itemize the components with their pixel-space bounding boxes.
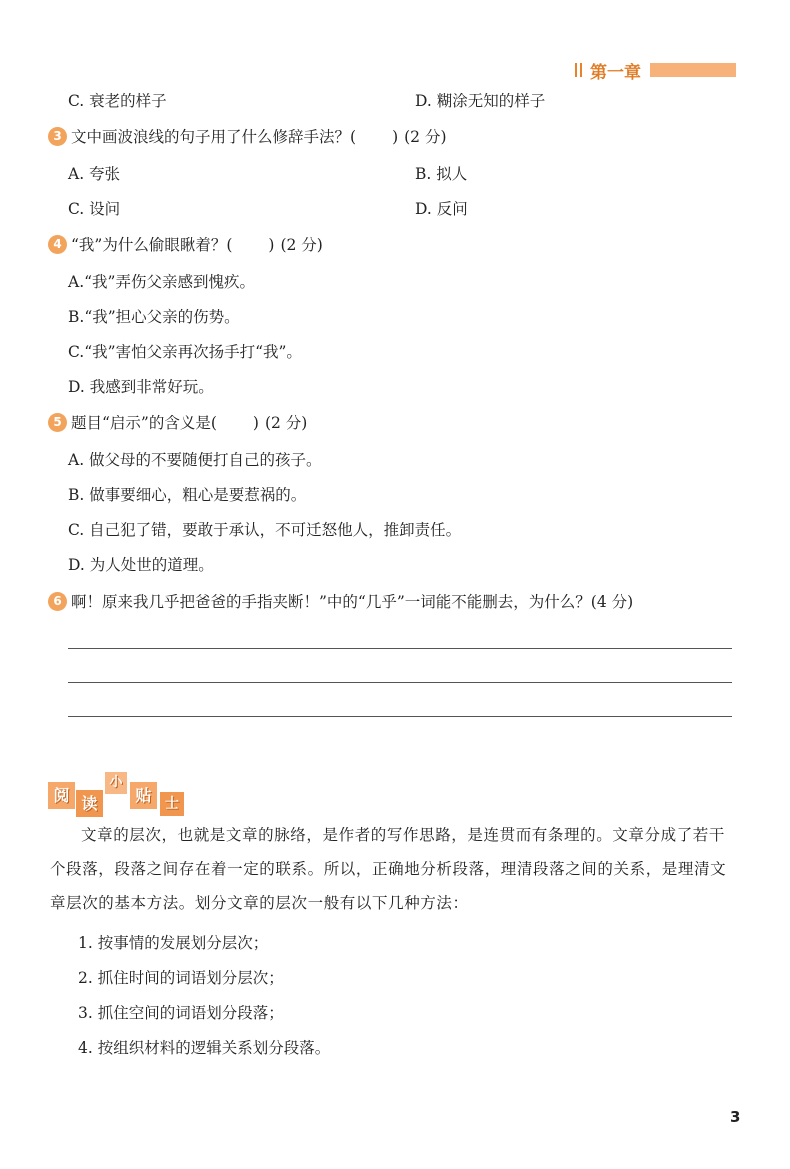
q5-option-d: D. 为人处世的道理。 <box>68 556 214 574</box>
q4-option-d: D. 我感到非常好玩。 <box>68 378 214 396</box>
tip-title-char: 读 <box>76 790 103 817</box>
q3-option-a: A. 夸张 <box>68 165 121 183</box>
reading-tip-title <box>48 772 198 822</box>
question-4-text: “我”为什么偷眼瞅着？( <box>71 236 233 254</box>
tip-title-char: 贴 <box>130 782 157 809</box>
reading-tip-paragraph: 文章的层次，也就是文章的脉络，是作者的写作思路，是连贯而有条理的。文章分成了若干个段落，段落之间存在着一定的联系。所以，正确地分析段落，理清段落之间的关系，是理清文章层次的基本方法。划分文章的层次一般有以下几种方法： <box>50 826 727 912</box>
question-5-score: (2 分) <box>264 414 308 432</box>
q2-option-d: D. 糊涂无知的样子 <box>415 92 546 110</box>
question-number-4: 4 <box>48 235 67 254</box>
chapter-title: 第一章 <box>590 63 641 83</box>
q5-option-c: C. 自己犯了错，要敢于承认，不可迁怒他人，推卸责任。 <box>68 521 462 539</box>
q3-option-d: D. 反问 <box>415 200 468 218</box>
chapter-marker-bars <box>575 63 585 81</box>
q4-option-b: B.“我”担心父亲的伤势。 <box>68 308 240 326</box>
question-3-stem: 文中画波浪线的句子用了什么修辞手法？( ) (2 分) <box>71 128 447 146</box>
page-number: 3 <box>730 1108 741 1126</box>
question-number-6: 6 <box>48 592 67 611</box>
q4-option-a: A.“我”弄伤父亲感到愧疚。 <box>68 273 255 291</box>
method-item: 3. 抓住空间的词语划分段落； <box>78 1004 284 1022</box>
question-3-text: 文中画波浪线的句子用了什么修辞手法？( <box>71 128 357 146</box>
answer-line-3[interactable] <box>68 716 732 717</box>
question-5-stem: 题目“启示”的含义是( ) (2 分) <box>71 414 308 432</box>
q4-option-c: C.“我”害怕父亲再次扬手打“我”。 <box>68 343 302 361</box>
question-5-text: 题目“启示”的含义是( <box>71 414 217 432</box>
question-4-score: (2 分) <box>280 236 323 254</box>
question-6-text: 啊！原来我几乎把爸爸的手指夹断！”中的“几乎”一词能不能删去，为什么？(4 分) <box>71 593 634 611</box>
q2-option-c: C. 衰老的样子 <box>68 92 167 110</box>
chapter-header-strip <box>650 63 736 77</box>
method-item: 2. 抓住时间的词语划分层次； <box>78 969 284 987</box>
question-number-5: 5 <box>48 413 67 432</box>
q5-option-b: B. 做事要细心，粗心是要惹祸的。 <box>68 486 307 504</box>
question-3-score: (2 分) <box>404 128 447 146</box>
answer-line-1[interactable] <box>68 648 732 649</box>
method-item: 4. 按组织材料的逻辑关系划分段落。 <box>78 1039 331 1057</box>
q3-option-c: C. 设问 <box>68 200 121 218</box>
answer-line-2[interactable] <box>68 682 732 683</box>
question-4-stem: “我”为什么偷眼瞅着？( ) (2 分) <box>71 236 323 254</box>
q5-option-a: A. 做父母的不要随便打自己的孩子。 <box>68 451 322 469</box>
tip-title-char: 阅 <box>48 782 75 809</box>
question-number-3: 3 <box>48 127 67 146</box>
tip-title-char: 小 <box>105 772 127 794</box>
tip-title-char: 士 <box>160 792 184 816</box>
method-item: 1. 按事情的发展划分层次； <box>78 934 269 952</box>
q3-option-b: B. 拟人 <box>415 165 468 183</box>
